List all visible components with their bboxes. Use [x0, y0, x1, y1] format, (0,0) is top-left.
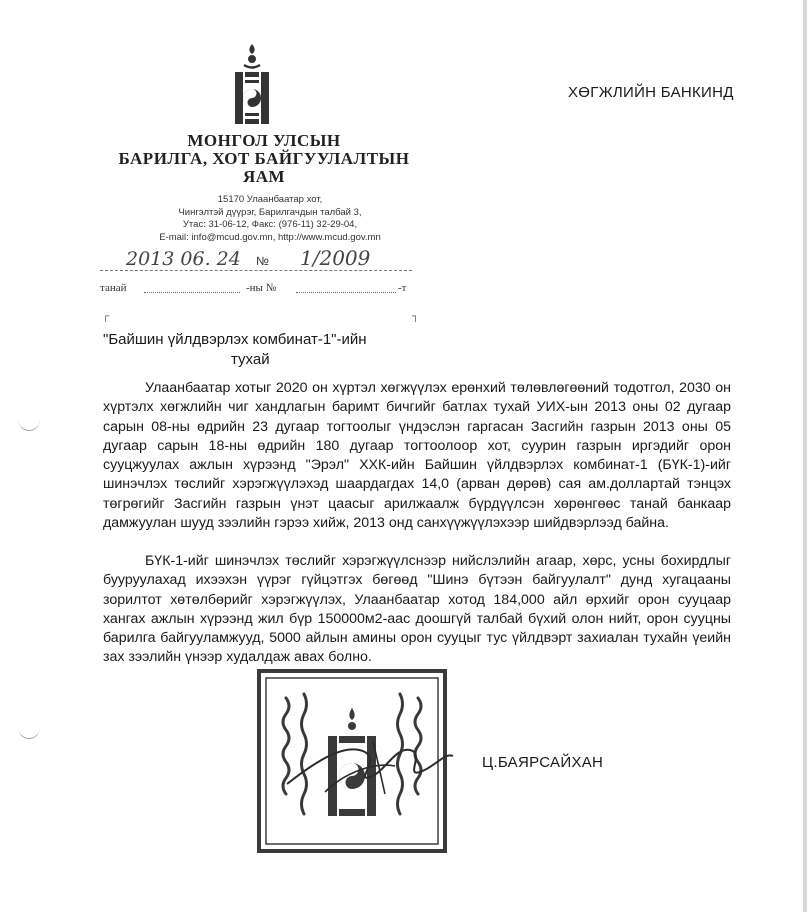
subject	[103, 330, 367, 370]
emblem-icon	[232, 42, 272, 128]
ministry-name-line3: ЯАМ	[242, 167, 286, 186]
punch-hole-lower	[18, 716, 40, 739]
signatory-name: Ц.БАЯРСАЙХАН	[482, 754, 604, 771]
handwritten-number: 1/2009	[300, 246, 371, 270]
ministry-name-line1: МОНГОЛ УЛСЫН	[187, 131, 341, 150]
number-label: №	[256, 254, 269, 268]
subject-line1: "Байшин үйлдвэрлэх комбинат-1"-ийн	[103, 331, 367, 348]
handwritten-signature	[285, 722, 455, 802]
handwritten-date: 2013 06. 24	[126, 248, 241, 270]
your-date-blank	[144, 282, 240, 293]
recipient: ХӨГЖЛИЙН БАНКИНД	[568, 84, 734, 101]
address-line: E-mail: info@mcud.gov.mn, http://www.mcud.gov.mn	[159, 231, 381, 243]
body-paragraph-2: БҮК-1-ийг шинэчлэх төслийг хэрэгжүүлснээр нийслэлийн агаар, хөрс, усны бохирдлыг бууруулахад ихээхэн үүрэг гүйцэтгэх бөгөөд "Шинэ бүтээн байгуулалт" дунд хугацааны зорилтот хөтөлбөрийг хэрэгжүүлэх, Улаанбаатар хотод 184,000 айл өрхийг орон сууцаар хангах ажлын хүрээнд жил бүр 150000м2-аас доошгүй талбай бүхий олон нийт, орон сууцны барилга байгууламжууд, 5000 айлын амины орон сууцыг тус үйлдвэрт захиалан тухайн үеийн зах зээлийн үнээр худалдаж авах болно.	[103, 553, 731, 666]
your-label: танай	[100, 282, 127, 294]
body-paragraph-1: Улаанбаатар хотыг 2020 он хүртэл хөгжүүлэх ерөнхий төлөвлөгөөний тодотгол, 2030 он хүртэлх хөгжлийн чиг хандлагын баримт бичгийг батлах тухай УИХ-ын 2013 оны 02 дугаар сарын 08-ны өдрийн 23 дугаар тогтоолыг үндэслэн гаргасан Засгийн газрын 2013 оны 05 дугаар сарын 18-ны өдрийн 180 дугаар тогтоолоор хот, суурин газрын иргэдийг орон сууцжуулах ажлын хүрээнд "Эрэл" ХХК-ийн Байшин үйлдвэрлэх комбинат-1 (БҮК-1)-ийг шинэчлэх төслийг хэрэгжүүлэхэд шаардагдах 14,0 (арван дөрөв) сая ам.доллартай тэнцэх төгрөгийг Засгийн газрын үнэт цаасыг арилжаалж бүрдүүлсэн хөрөнгөөс танай банкаар дамжуулан шууд зээлийн гэрээ хийж, 2013 онд санхүүжүүлэхээр шийдвэрлээд байна.	[103, 380, 731, 532]
ny-number-label: -ны №	[246, 282, 277, 294]
your-number-blank	[296, 282, 396, 293]
address-line: 15170 Улаанбаатар хот,	[217, 194, 323, 205]
page-edge	[803, 0, 807, 912]
subject-line2: тухай	[231, 351, 270, 368]
corner-mark-left: ┌	[102, 311, 110, 322]
ministry-address	[110, 194, 430, 244]
incoming-reference	[100, 280, 420, 298]
reference-divider	[100, 270, 412, 271]
ministry-name-line2: БАРИЛГА, ХОТ БАЙГУУЛАЛТЫН	[118, 149, 410, 168]
corner-mark-right: ┐	[412, 311, 420, 322]
address-line: Утас: 31-06-12, Факс: (976-11) 32-29-04,	[182, 219, 358, 230]
punch-hole-upper	[18, 408, 40, 431]
ministry-name	[118, 132, 410, 186]
t-label: -т	[398, 282, 407, 294]
address-line: Чингэлтэй дүүрэг, Барилгачдын талбай 3,	[178, 206, 362, 218]
